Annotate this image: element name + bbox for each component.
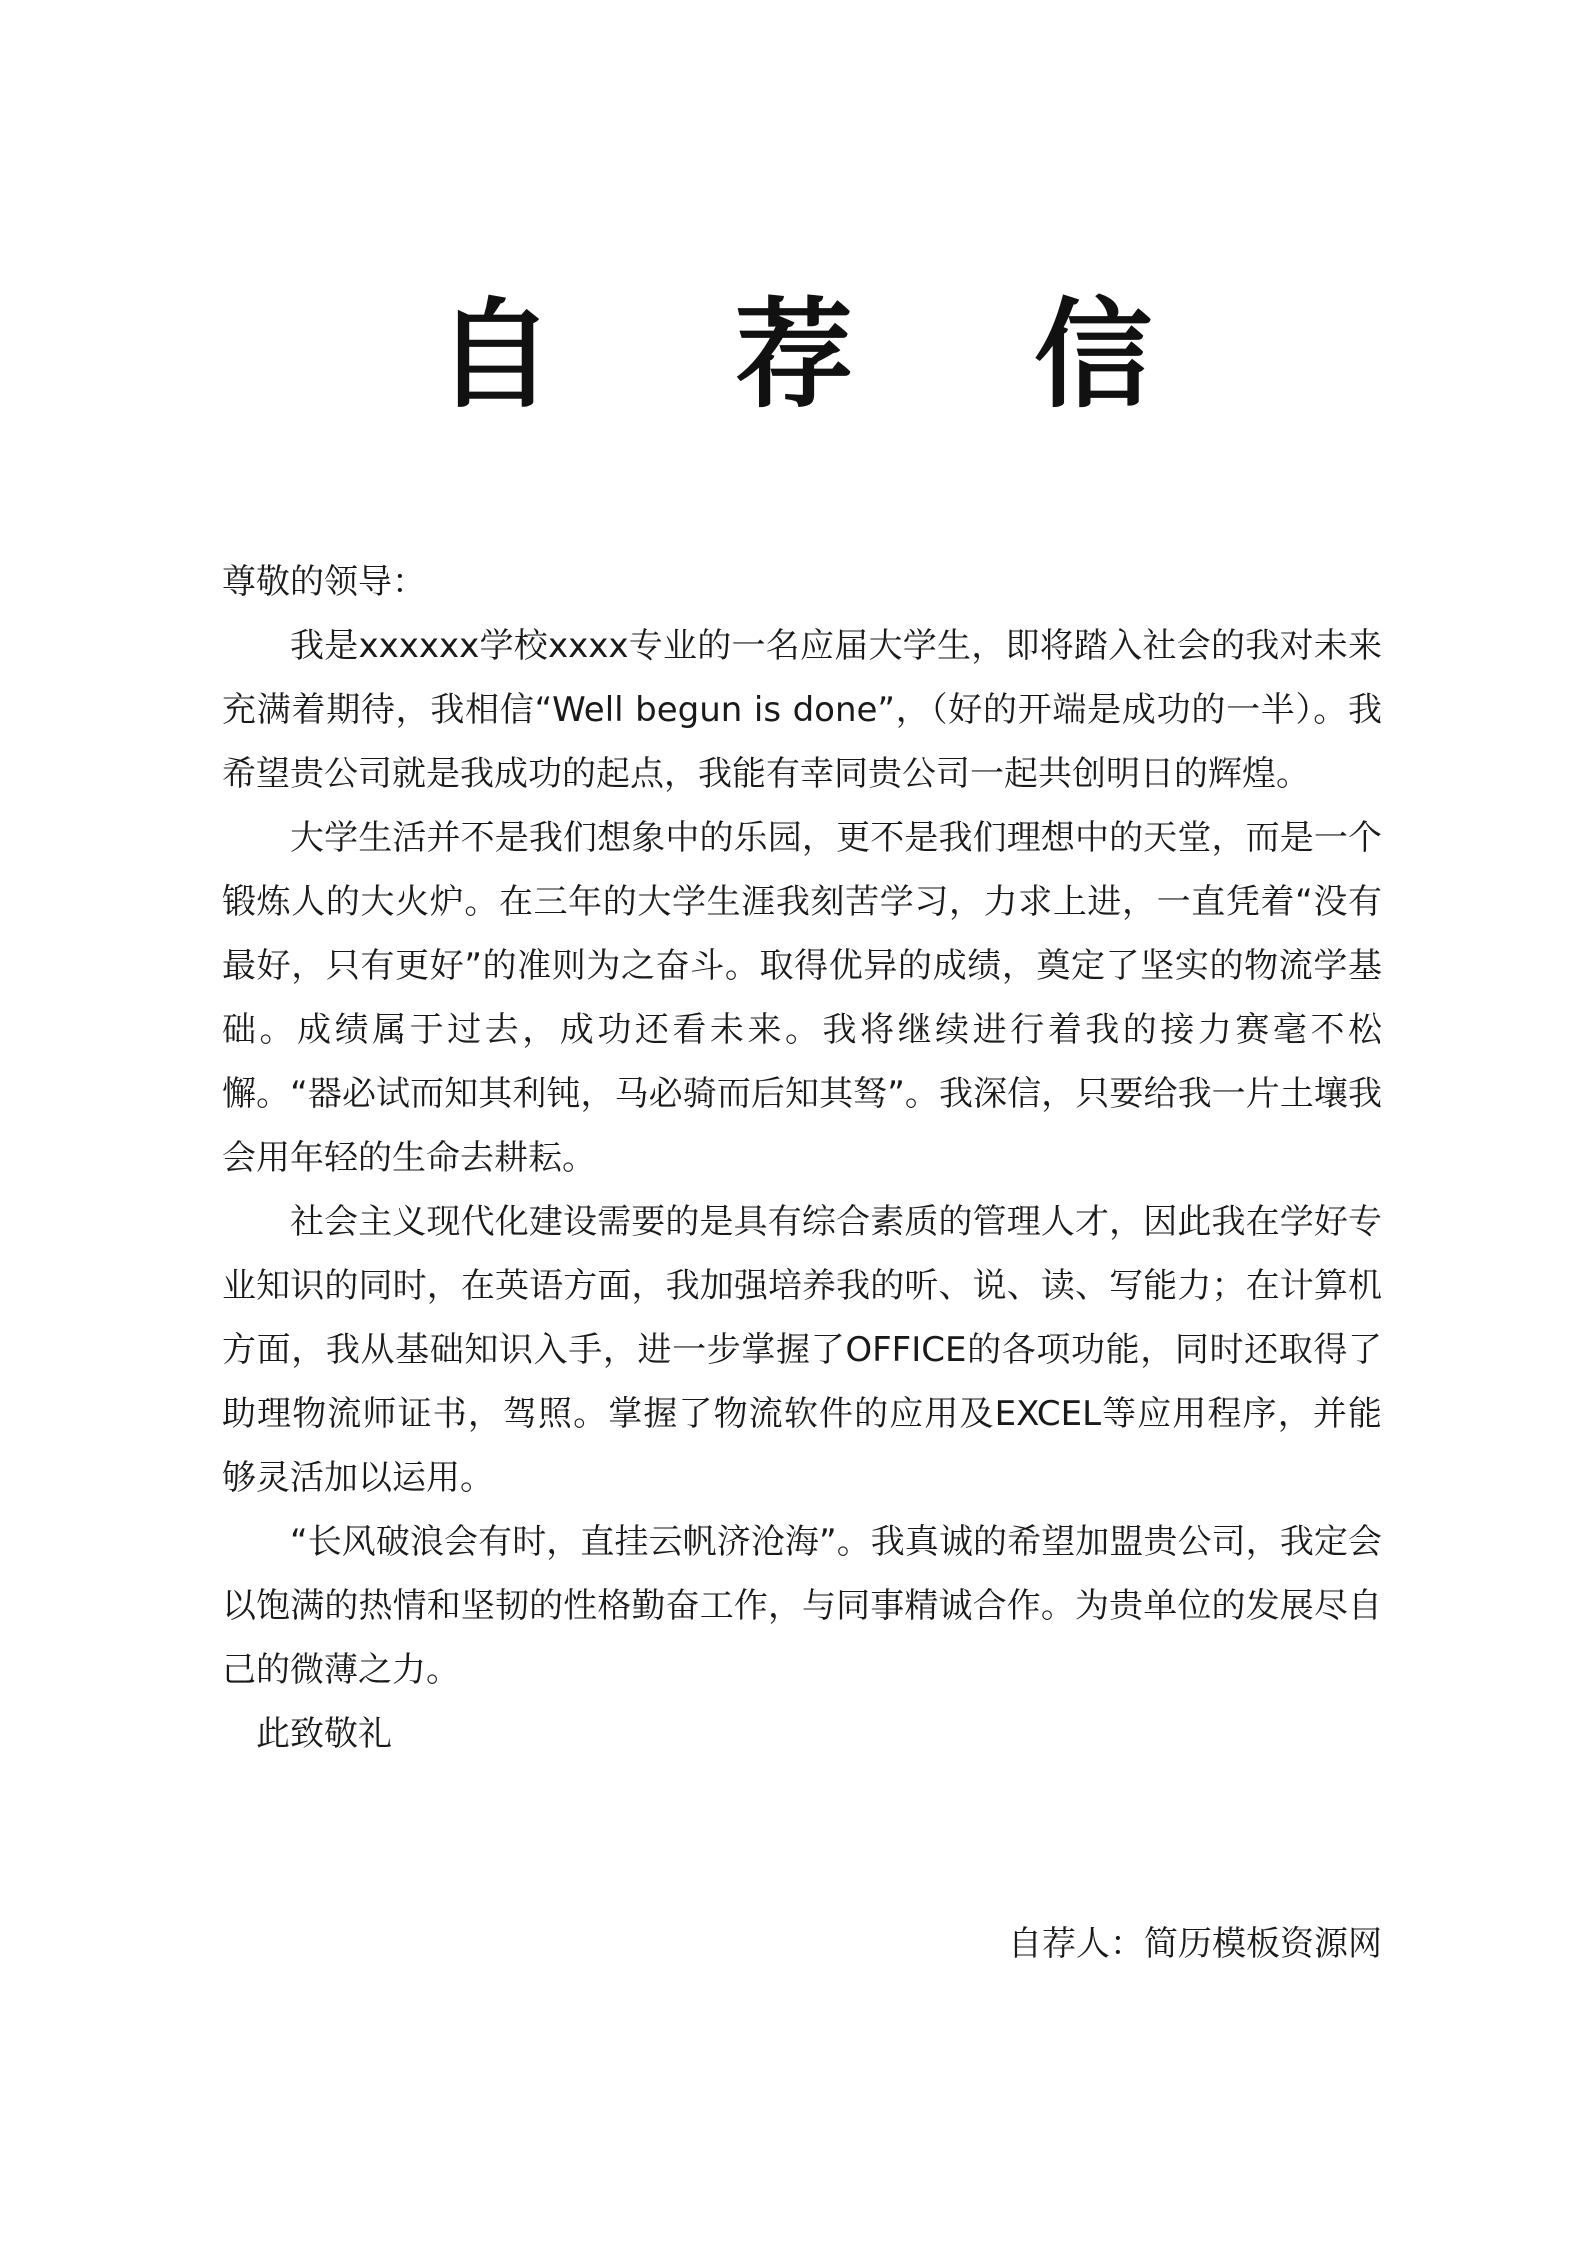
signature: 自荐人：简历模板资源网 — [1008, 1924, 1382, 1964]
paragraph-intro: 我是xxxxxx学校xxxx专业的一名应届大学生，即将踏入社会的我对未来充满着期待，我相信“Well begun is done”，（好的开端是成功的一半）。我希望贵公司就是我成功的起点，我能有幸同贵公司一起共创明日的辉煌。 — [222, 626, 1382, 794]
paragraph-conclusion: “长风破浪会有时，直挂云帆济沧海”。我真诚的希望加盟贵公司，我定会以饱满的热情和坚韧的性格勤奋工作，与同事精诚合作。为贵单位的发展尽自己的微薄之力。 — [222, 1522, 1382, 1690]
paragraph-skills: 社会主义现代化建设需要的是具有综合素质的管理人才，因此我在学好专业知识的同时，在英语方面，我加强培养我的听、说、读、写能力；在计算机方面，我从基础知识入手，进一步掌握了OFFICE的各项功能，同时还取得了助理物流师证书，驾照。掌握了物流软件的应用及EXCEL等应用程序，并能够灵活加以运用。 — [222, 1202, 1382, 1498]
closing-line: 此致敬礼 — [256, 1714, 392, 1754]
paragraph-university: 大学生活并不是我们想象中的乐园，更不是我们理想中的天堂，而是一个锻炼人的大火炉。在三年的大学生涯我刻苦学习，力求上进，一直凭着“没有最好，只有更好”的准则为之奋斗。取得优异的成绩，奠定了坚实的物流学基础。成绩属于过去，成功还看未来。我将继续进行着我的接力赛毫不松懈。“器必试而知其利钝，马必骑而后知其驽”。我深信，只要给我一片土壤我会用年轻的生命去耕耘。 — [222, 818, 1382, 1178]
page-title: 自 荐 信 — [435, 286, 1223, 424]
letter-body — [222, 550, 1382, 1766]
salutation: 尊敬的领导： — [222, 562, 426, 602]
